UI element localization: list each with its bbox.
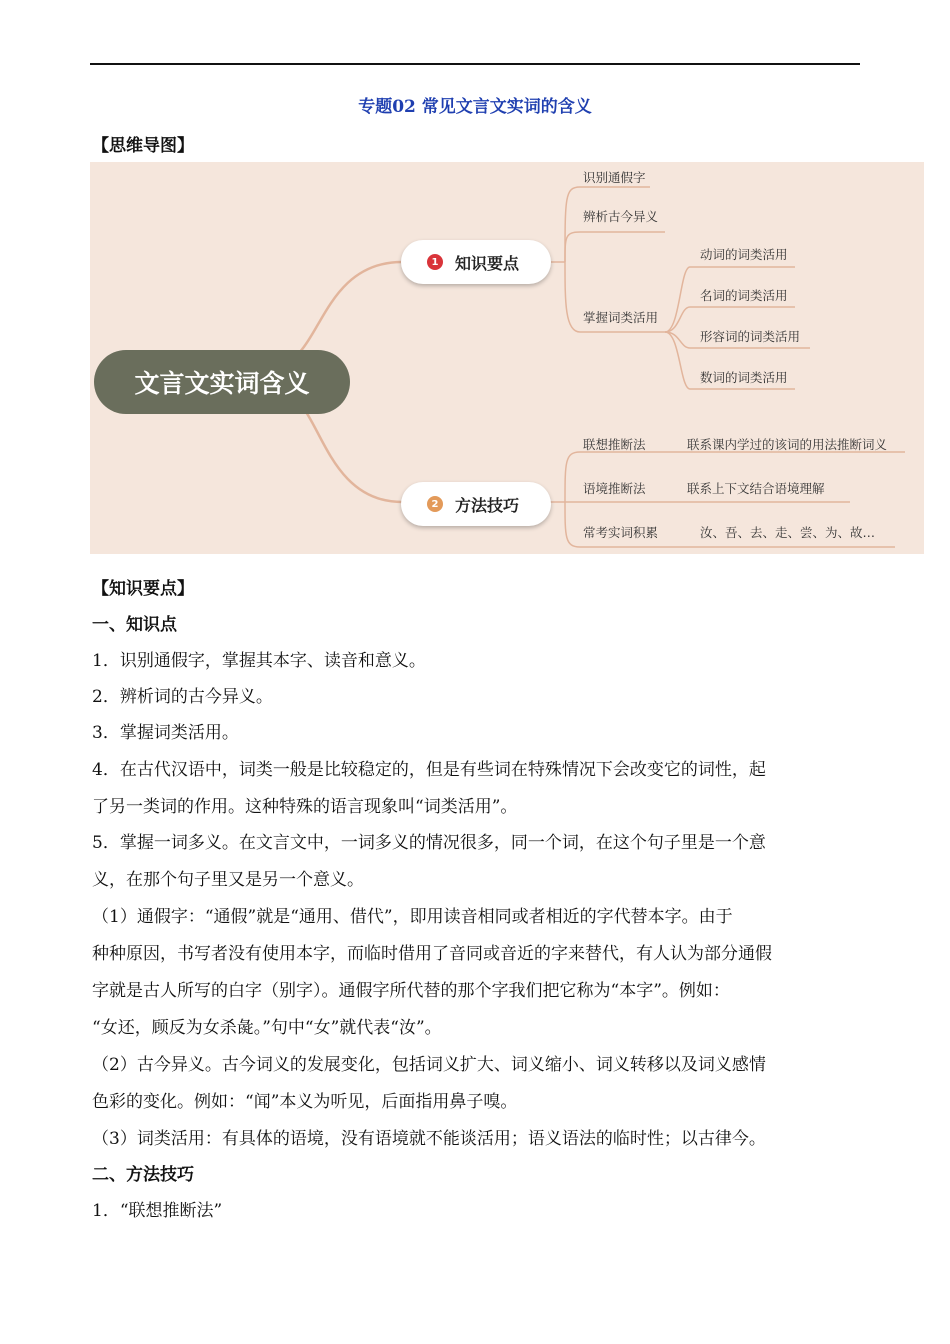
- branch1-label: 知识要点: [455, 253, 520, 273]
- mm-item: 辨析古今异义: [583, 209, 659, 224]
- mm-detail: 联系课内学过的该词的用法推断词义: [687, 437, 888, 452]
- mm-sub: 形容词的词类活用: [700, 329, 801, 344]
- mm-item: 掌握词类活用: [583, 310, 659, 325]
- num-badge: 1: [427, 254, 443, 270]
- mindmap-root: 文言文实词含义: [94, 350, 350, 414]
- text-line: （3）词类活用：有具体的语境，没有语境就不能谈活用；语义语法的临时性；以古律今。: [92, 1129, 766, 1149]
- text-line: 1．“联想推断法”: [92, 1201, 223, 1221]
- mm-sub: 名词的词类活用: [700, 288, 788, 303]
- text-line: 3．掌握词类活用。: [92, 723, 239, 743]
- text-line: 字就是古人所写的白字（别字）。通假字所代替的那个字我们把它称为“本字”。例如：: [92, 981, 730, 1001]
- mm-item: 常考实词积累: [583, 525, 659, 540]
- text-line: 种种原因，书写者没有使用本字，而临时借用了音同或音近的字来替代，有人认为部分通假: [92, 944, 772, 964]
- doc-title: 专题02 常见文言文实词的含义: [358, 97, 592, 117]
- section-mindmap: 【思维导图】: [92, 136, 194, 156]
- text-line: 1．识别通假字，掌握其本字、读音和意义。: [92, 651, 426, 671]
- branch2-label: 方法技巧: [455, 495, 520, 515]
- mm-item: 识别通假字: [583, 170, 646, 185]
- text-line: （2）古今异义。古今词义的发展变化，包括词义扩大、词义缩小、词义转移以及词义感情: [92, 1055, 766, 1075]
- branch1-node: [401, 240, 551, 284]
- mm-detail: 汝、吾、去、走、尝、为、故…: [700, 525, 876, 540]
- heading-knowledge: 一、知识点: [92, 615, 177, 635]
- text-line: 了另一类词的作用。这种特殊的语言现象叫“词类活用”。: [92, 797, 518, 817]
- text-line: 义，在那个句子里又是另一个意义。: [92, 870, 364, 890]
- section-points: 【知识要点】: [92, 579, 194, 599]
- mm-sub: 数词的词类活用: [700, 370, 788, 385]
- mm-item: 联想推断法: [583, 437, 646, 452]
- mm-detail: 联系上下文结合语境理解: [687, 481, 825, 496]
- branch2-node: [401, 482, 551, 526]
- heading-methods: 二、方法技巧: [92, 1165, 194, 1185]
- text-line: （1）通假字：“通假”就是“通用、借代”，即用读音相同或者相近的字代替本字。由于: [92, 907, 733, 927]
- top-rule: [90, 63, 860, 65]
- text-line: 4．在古代汉语中，词类一般是比较稳定的，但是有些词在特殊情况下会改变它的词性，起: [92, 760, 766, 780]
- text-line: 2．辨析词的古今异义。: [92, 687, 273, 707]
- text-line: 色彩的变化。例如：“闻”本义为听见，后面指用鼻子嗅。: [92, 1092, 518, 1112]
- num-badge: 2: [427, 496, 443, 512]
- mm-sub: 动词的词类活用: [700, 247, 788, 262]
- text-line: 5．掌握一词多义。在文言文中，一词多义的情况很多，同一个词，在这个句子里是一个意: [92, 833, 766, 853]
- mm-item: 语境推断法: [583, 481, 646, 496]
- mindmap: [90, 162, 924, 554]
- text-line: “女还，顾反为女杀彘。”句中“女”就代表“汝”。: [92, 1018, 442, 1038]
